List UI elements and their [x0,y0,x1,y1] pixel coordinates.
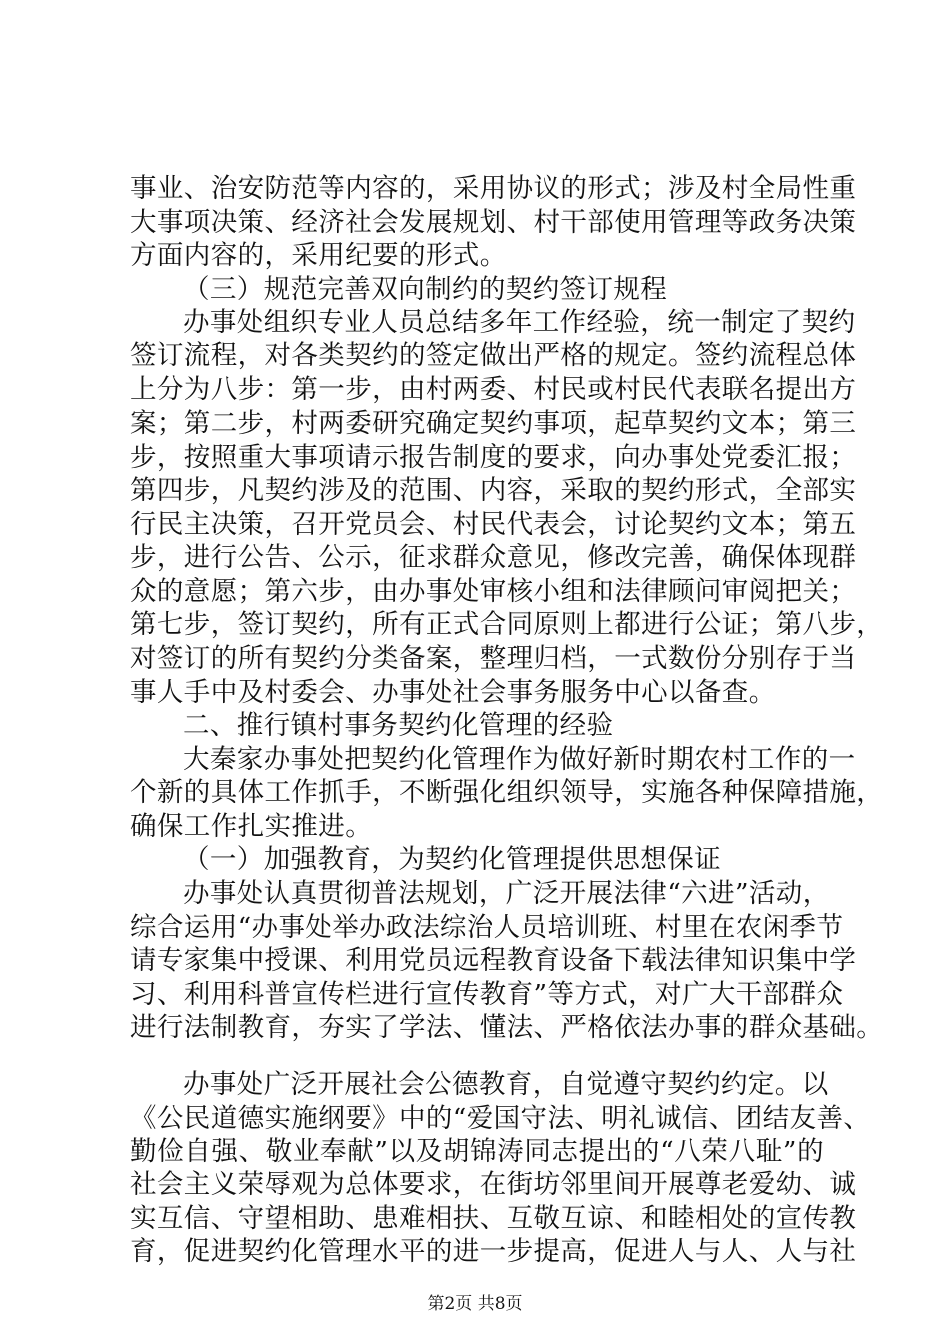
text-line: 大秦家办事处把契约化管理作为做好新时期农村工作的一 [183,744,856,775]
text-line: 事人手中及村委会、办事处社会事务服务中心以备查。 [130,677,776,708]
text-line: 办事处组织专业人员总结多年工作经验，统一制定了契约 [183,307,856,338]
text-line: 《公民道德实施纲要》中的“爱国守法、明礼诚信、团结友善、 [130,1103,871,1134]
text-line: 进行法制教育，夯实了学法、懂法、严格依法办事的群众基础。 [130,1012,884,1043]
text-line: 步，进行公告、公示，征求群众意见，修改完善，确保体现群 [130,542,857,573]
text-line: 确保工作扎实推进。 [130,811,373,842]
text-line: 办事处广泛开展社会公德教育，自觉遵守契约约定。以 [183,1069,829,1100]
text-line: 习、利用科普宣传栏进行宣传教育”等方式，对广大干部群众 [130,979,844,1010]
text-line: 案；第二步，村两委研究确定契约事项，起草契约文本；第三 [130,408,857,439]
text-line: 第四步，凡契约涉及的范围、内容，采取的契约形式，全部实 [130,475,857,506]
section-heading: （三）规范完善双向制约的契约签订规程 [183,274,668,305]
text-line: 个新的具体工作抓手，不断强化组织领导，实施各种保障措施， [130,777,884,808]
text-line: 大事项决策、经济社会发展规划、村干部使用管理等政务决策 [130,207,857,238]
text-line: 综合运用“办事处举办政法综治人员培训班、村里在农闲季节 [130,912,844,943]
section-heading: 二、推行镇村事务契约化管理的经验 [183,710,614,741]
text-line: 请专家集中授课、利用党员远程教育设备下载法律知识集中学 [130,945,857,976]
text-line: 事业、治安防范等内容的，采用协议的形式；涉及村全局性重 [130,173,857,204]
section-heading: （一）加强教育，为契约化管理提供思想保证 [183,844,721,875]
text-line: 行民主决策，召开党员会、村民代表会，讨论契约文本；第五 [130,509,857,540]
text-line: 育，促进契约化管理水平的进一步提高，促进人与人、人与社 [130,1236,857,1267]
text-line: 步，按照重大事项请示报告制度的要求，向办事处党委汇报； [130,442,857,473]
text-line: 签订流程，对各类契约的签定做出严格的规定。签约流程总体 [130,340,857,371]
text-line: 方面内容的，采用纪要的形式。 [130,240,507,271]
text-line: 社会主义荣辱观为总体要求，在街坊邻里间开展尊老爱幼、诚 [130,1169,857,1200]
text-line: 对签订的所有契约分类备案，整理归档，一式数份分别存于当 [130,643,857,674]
text-line: 第七步，签订契约，所有正式合同原则上都进行公证；第八步， [130,609,884,640]
text-line: 实互信、守望相助、患难相扶、互敬互谅、和睦相处的宣传教 [130,1203,857,1234]
text-line: 众的意愿；第六步，由办事处审核小组和法律顾问审阅把关； [130,576,857,607]
text-line: 勤俭自强、敬业奉献”以及胡锦涛同志提出的“八荣八耻”的 [130,1136,824,1167]
page-number: 第2页 共8页 [427,1294,523,1314]
text-line: 上分为八步：第一步，由村两委、村民或村民代表联名提出方 [130,374,857,405]
text-line: 办事处认真贯彻普法规划，广泛开展法律“六进”活动， [183,878,830,909]
